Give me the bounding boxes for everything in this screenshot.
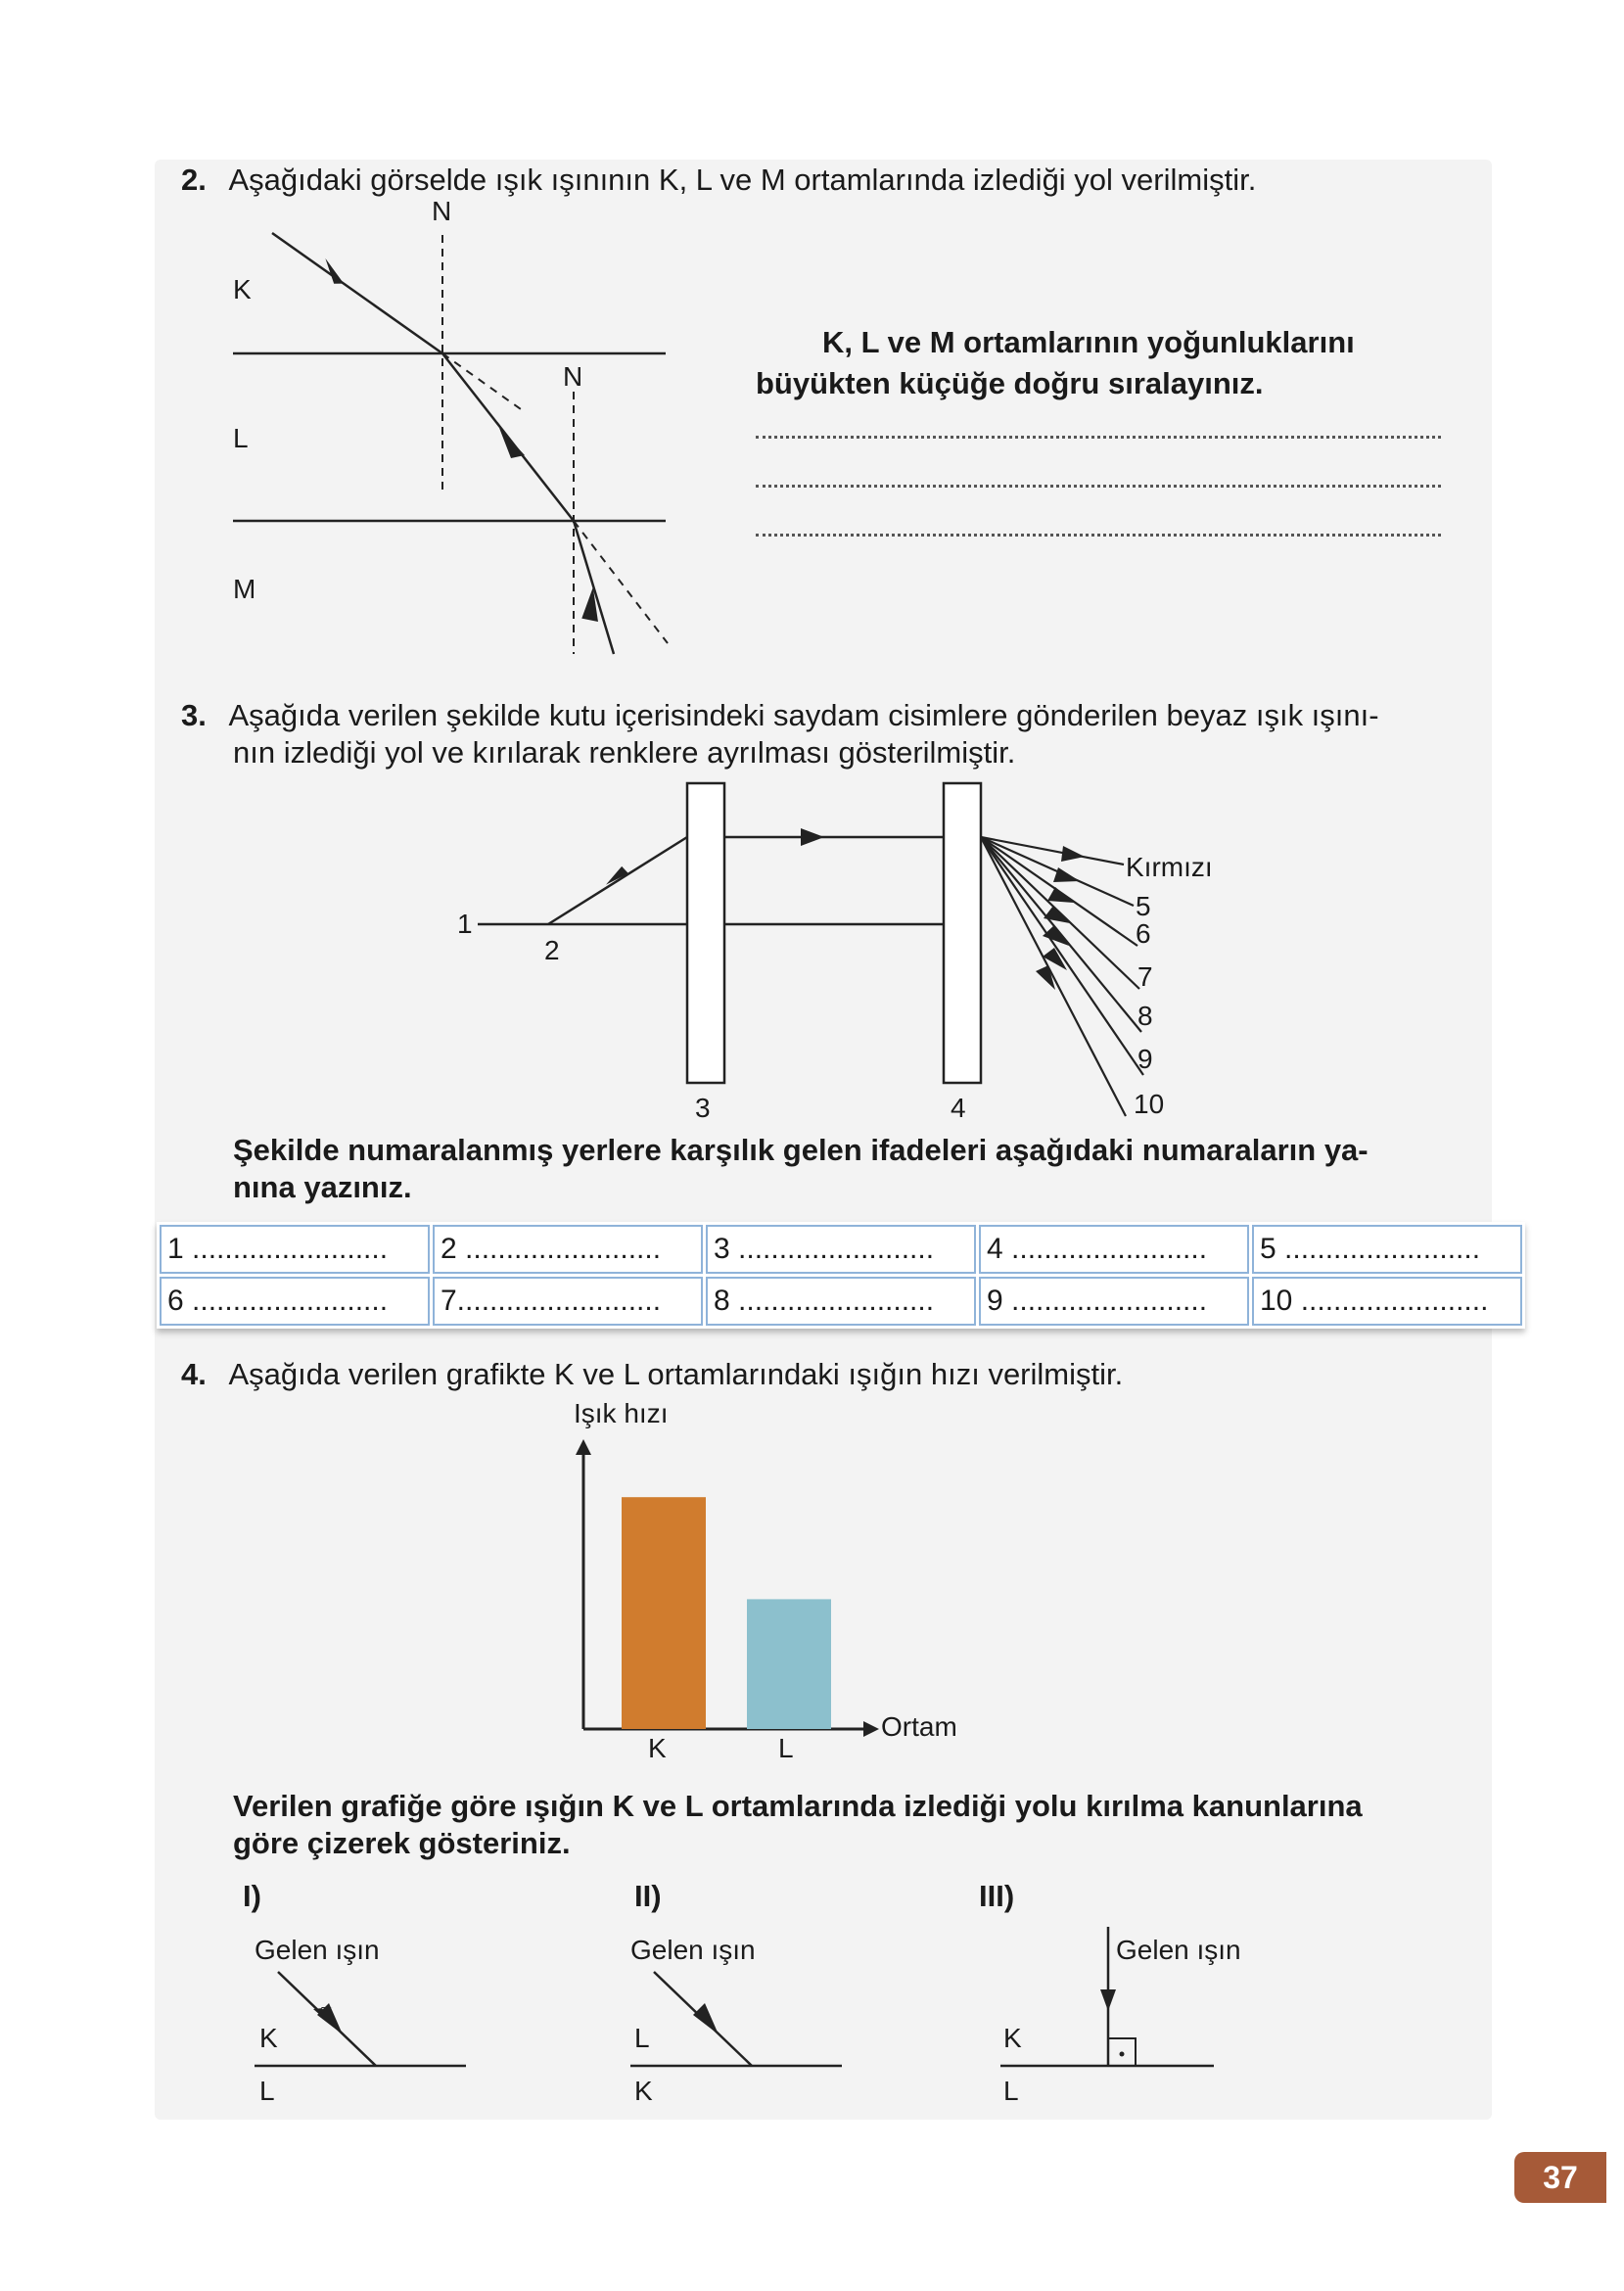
case-2-label: Gelen ışın	[630, 1935, 756, 1965]
q4-number: 4.	[181, 1357, 207, 1391]
q2-label-n1: N	[432, 196, 452, 226]
case-1-label: Gelen ışın	[255, 1935, 380, 1965]
answer-cell-1[interactable]: 1 ........................	[160, 1225, 430, 1274]
q2-label-n2: N	[563, 361, 583, 392]
case-3-top: K	[1003, 2023, 1022, 2053]
q3-instruction-1: Şekilde numaralanmış yerlere karşılık gelen ifadeleri aşağıdaki numaraların ya-	[233, 1133, 1369, 1167]
q2-text: Aşağıdaki görselde ışık ışınının K, L ve M ortamlarında izlediği yol verilmiştir.	[228, 163, 1257, 197]
answer-cell-9[interactable]: 9 ........................	[979, 1277, 1249, 1326]
case-3-roman: III)	[979, 1879, 1015, 1913]
chart-tick-k: K	[648, 1733, 667, 1763]
q2-label-k: K	[233, 274, 252, 304]
q2-label-m: M	[233, 574, 256, 604]
q4-text: Aşağıda verilen grafikte K ve L ortamlarındaki ışığın hızı verilmiştir.	[228, 1357, 1124, 1391]
answer-cell-2[interactable]: 2 ........................	[433, 1225, 703, 1274]
case-2-roman: II)	[634, 1879, 662, 1913]
q3-label-4: 4	[951, 1093, 966, 1123]
q2-prompt-1: K, L ve M ortamlarının yoğunluklarını	[822, 325, 1355, 359]
chart-y-label: Işık hızı	[574, 1398, 669, 1428]
q3-label-7: 7	[1137, 961, 1153, 992]
q2-number: 2.	[181, 163, 207, 197]
answer-cell-10[interactable]: 10 .......................	[1252, 1277, 1522, 1326]
q4-instruction-2: göre çizerek gösteriniz.	[233, 1826, 571, 1860]
q3-number: 3.	[181, 698, 207, 732]
page-number: 37	[1514, 2152, 1606, 2203]
answer-cell-6[interactable]: 6 ........................	[160, 1277, 430, 1326]
case-2-top: L	[634, 2023, 650, 2053]
q3-label-10: 10	[1134, 1089, 1165, 1119]
q3-label-8: 8	[1137, 1001, 1153, 1031]
answer-cell-3[interactable]: 3 ........................	[706, 1225, 976, 1274]
case-1-bottom: L	[259, 2076, 275, 2106]
q3-label-5: 5	[1136, 891, 1151, 921]
q3-label-3: 3	[695, 1093, 711, 1123]
q2-prompt-2: büyükten küçüğe doğru sıralayınız.	[756, 366, 1264, 400]
q3-instruction-2: nına yazınız.	[233, 1170, 412, 1204]
case-3-arrow	[1100, 1989, 1116, 2011]
answer-cell-7[interactable]: 7.........................	[433, 1277, 703, 1326]
case-1-top: K	[259, 2023, 278, 2053]
chart-x-label: Ortam	[881, 1711, 957, 1742]
case-3-label: Gelen ışın	[1116, 1935, 1241, 1965]
case-3-bottom: L	[1003, 2076, 1019, 2106]
chart-tick-l: L	[778, 1733, 794, 1763]
q3-label-1: 1	[457, 909, 473, 939]
q3-text-2: nın izlediği yol ve kırılarak renklere ayrılması gösterilmiştir.	[233, 735, 1016, 770]
q3-label-6: 6	[1136, 918, 1151, 949]
q3-text-1: Aşağıda verilen şekilde kutu içerisindeki saydam cisimlere gönderilen beyaz ışık ışını-	[228, 698, 1379, 732]
case-1-roman: I)	[243, 1879, 261, 1913]
q3-label-2: 2	[544, 935, 560, 965]
q4-instruction-1: Verilen grafiğe göre ışığın K ve L ortamlarında izlediği yolu kırılma kanunlarına	[233, 1789, 1363, 1823]
q3-label-9: 9	[1137, 1044, 1153, 1074]
q2-label-l: L	[233, 423, 249, 453]
answer-cell-8[interactable]: 8 ........................	[706, 1277, 976, 1326]
answer-cell-4[interactable]: 4 ........................	[979, 1225, 1249, 1274]
case-2-arrow	[693, 2003, 719, 2034]
q3-label-kirmizi: Kırmızı	[1126, 852, 1213, 882]
case-2-bottom: K	[634, 2076, 653, 2106]
answer-cell-5[interactable]: 5 ........................	[1252, 1225, 1522, 1274]
case-3-right-angle-dot	[1120, 2052, 1125, 2057]
